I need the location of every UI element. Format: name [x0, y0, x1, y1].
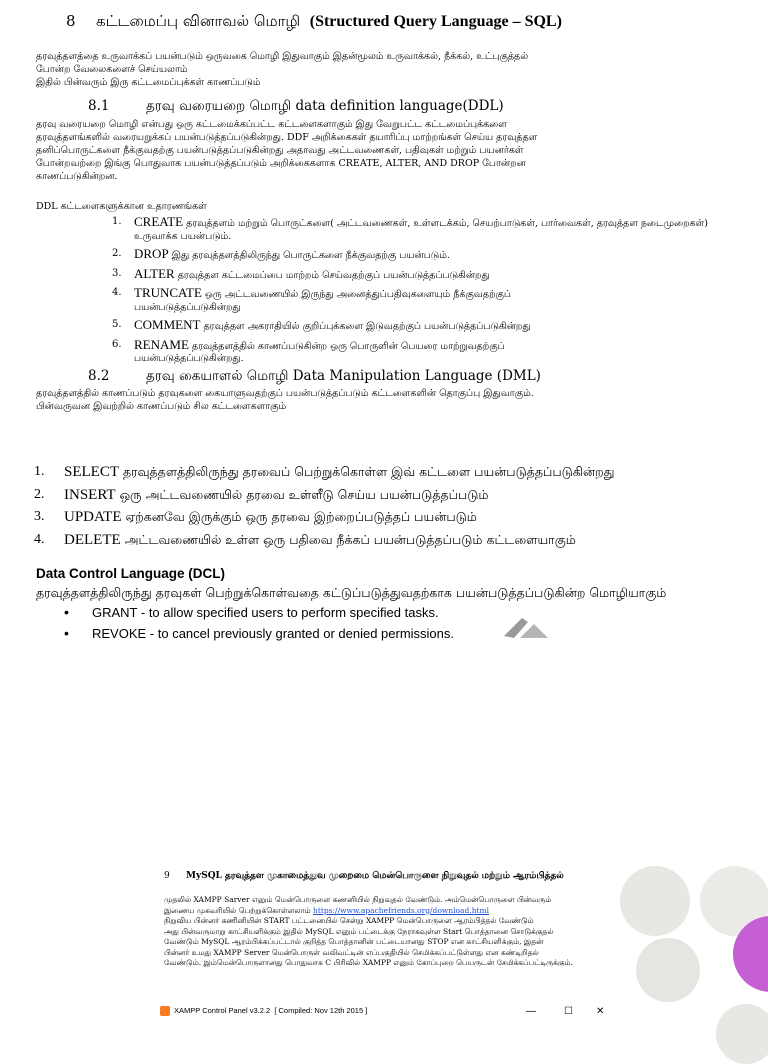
list-item	[34, 529, 615, 552]
item-text: இது தரவுத்தளத்திலிருந்து பொருட்களை நீக்குவதற்கு பயன்படும்.	[168, 250, 450, 261]
body-line: வேண்டும். இம்மென்பொருளானது பொதுவாக C பிரிவில் XAMPP எனும் கோப்புறை பெயருடன் சேமிக்கப்பட்டிருக்கும்.	[164, 958, 573, 967]
download-link[interactable]: https://www.apachefriends.org/download.html	[313, 905, 490, 915]
ddl-command-list	[112, 214, 744, 366]
ddl-line: தரவுத்தளங்களில் வரையறுக்கப் பயன்படுத்தப்படுகின்றது. DDF அறிக்கைகள் தயாரிப்பு மாற்றங்கள் செய்ய தரவுத்தள	[36, 132, 538, 143]
ddl-examples-title: DDL கட்டளைகளுக்கான உதாரணங்கள்	[36, 201, 207, 212]
list-item: • GRANT - to allow specified users to perform specified tasks.	[92, 602, 454, 623]
section-title: MySQL தரவுத்தள முகாமைத்துவ முறைமை மென்பொருளை நிறுவுதல் மற்றும் ஆரம்பித்தல்	[186, 871, 564, 881]
item-number: 6.	[112, 338, 122, 350]
item-number: 1.	[112, 216, 122, 227]
intro-line: போன்ற வேலைகளைச் செய்யலாம்	[36, 64, 188, 75]
section-9-body	[164, 895, 644, 969]
item-text: தரவுத்தள அகராதியில் குறிப்புக்களை இடுவதற்குப் பயன்படுத்தப்படுகின்றது	[200, 321, 531, 332]
decor-circle	[716, 1004, 768, 1064]
list-item	[112, 336, 614, 366]
item-text: ஒரு அட்டவணையில் இருந்து அனைத்துப்பதிவுகளையும் நீக்குவதற்குப் பயன்படுத்தப்படுகின்றது	[134, 289, 511, 313]
heading-english: (Structured Query Language – SQL)	[309, 13, 562, 30]
decor-circle	[636, 938, 700, 1002]
list-item	[112, 214, 744, 243]
item-text: தரவுத்தளத்திலிருந்து தரவைப் பெற்றுக்கொள்ள இவ் கட்டளை பயன்படுத்தப்படுகின்றது	[119, 464, 615, 479]
section-number: 9	[164, 871, 170, 881]
list-item	[34, 506, 615, 529]
compiled-label: [ Compiled: Nov 12th 2015 ]	[274, 1006, 368, 1015]
keyword: COMMENT	[134, 317, 201, 332]
item-text: தரவுத்தளம் மற்றும் பொருட்களை( அட்டவணைகள், உள்ளடக்கம், செயற்பாடுகள், பார்வைகள், தரவுத்தள நடைமுறைகள்) உருவாக்க பயன்படும்.	[134, 218, 708, 242]
item-number: 3.	[34, 509, 45, 524]
intro-line: தரவுத்தளத்தை உருவாக்கப் பயன்படும் ஒருவகை மொழி இதுவாகும் இதன்மூலம் உருவாக்கல், நீக்கல், உட்புகுத்தல்	[36, 51, 529, 62]
item-number: 5.	[112, 319, 122, 330]
section-8-2-heading	[88, 368, 541, 386]
ddl-line: தனிப்பொருட்களை நீக்குவதற்கு பயன்படுத்தப்படுகின்றது அதாவது அட்டவணைகள், பதிவுகள் மற்றும் பயனர்கள்	[36, 145, 524, 156]
body-line: நிறுவிய பின்னர் கணினியின் START பட்டனையில் சென்று XAMPP மென்பொருளை ஆரம்பித்தல் வேண்டும்	[164, 916, 534, 925]
dcl-heading: Data Control Language (DCL)	[36, 566, 225, 581]
ddl-paragraph	[36, 118, 746, 183]
keyword: CREATE	[134, 214, 184, 229]
list-item: • REVOKE - to cancel previously granted or denied permissions.	[92, 623, 454, 644]
item-number: 3.	[112, 267, 122, 279]
section-title: தரவு கையாளல் மொழி Data Manipulation Language (DML)	[146, 368, 541, 384]
section-number: 8.1	[88, 98, 110, 114]
intro-line: இதில் பின்வரும் இரு கட்டமைப்புக்கள் காணப்படும்	[36, 77, 261, 88]
keyword: UPDATE	[64, 509, 122, 525]
maximize-icon[interactable]: ☐	[564, 1006, 573, 1017]
item-number: 2.	[34, 486, 45, 502]
keyword: RENAME	[134, 336, 189, 352]
section-9-heading	[164, 871, 564, 882]
dml-line: தரவுத்தளத்தில் காணப்படும் தரவுகளை கையாளுவதற்குப் பயன்படுத்தப்படும் கட்டளைகளின் தொகுப்பு இதுவாகும்.	[36, 388, 534, 399]
dml-paragraph	[36, 387, 756, 413]
item-text: அட்டவணையில் உள்ள ஒரு பதிவை நீக்கப் பயன்படுத்தப்படும் கட்டளையாகும்	[120, 531, 576, 547]
section-8-1-heading	[88, 98, 504, 116]
keyword: DELETE	[64, 531, 121, 548]
heading-tamil: கட்டமைப்பு வினாவல் மொழி	[96, 12, 301, 30]
minimize-icon[interactable]: —	[526, 1006, 536, 1017]
keyword: SELECT	[64, 464, 119, 480]
item-number: 2.	[112, 248, 122, 259]
keyword: INSERT	[64, 486, 116, 503]
body-line: வேண்டும் MySQL ஆரம்பிக்கப்பட்டால் குறித்த பொத்தானின் பட்டையானது STOP என காட்சியளிக்கும், இதன்	[164, 937, 544, 946]
dcl-command-list	[92, 602, 454, 644]
window-title: XAMPP Control Panel v3.2.2	[174, 1006, 271, 1015]
body-line: இணைய முகவரியில் பெற்றுக்கொள்ளலாம் https://www.apachefriends.org/download.html	[164, 905, 490, 915]
intro-paragraph	[36, 50, 736, 89]
body-line: முதலில் XAMPP Sarver எனும் மென்பொருளை கணனியில் நிறுவுதல் வேண்டும். அம்மென்பொருளை பின்வரும்	[164, 895, 552, 904]
keyword: TRUNCATE	[134, 285, 202, 300]
list-item	[34, 461, 615, 484]
xampp-titlebar	[160, 1006, 610, 1024]
item-text: ஒரு அட்டவணையில் தரவை உள்ளீடு செய்ய பயன்படுத்தப்படும்	[115, 486, 489, 502]
item-number: 1.	[34, 464, 45, 479]
item-number: 4.	[34, 531, 45, 547]
item-text: தரவுத்தளத்தில் காணப்படுகின்ற ஒரு பொருளின் பெயரை மாற்றுவதற்குப் பயன்படுத்தப்படுகின்றது.	[134, 340, 505, 364]
list-item	[112, 265, 744, 283]
dml-line: பின்வருவன இவற்றில் காணப்படும் சில கட்டளைகளாகும்	[36, 401, 287, 412]
list-item	[34, 484, 615, 507]
list-item	[112, 317, 744, 334]
section-8-heading	[66, 12, 562, 32]
keyword: ALTER	[134, 265, 175, 281]
list-item	[112, 285, 614, 314]
item-text: தரவுத்தள கட்டமைப்பை மாற்றம் செய்வதற்குப் பயன்படுத்தப்படுகின்றது	[174, 269, 490, 281]
ddl-line: தரவு வரையறை மொழி என்பது ஒரு கட்டமைக்கப்பட்ட கட்டளைகளாகும் இது வேறுபட்ட கட்டமைப்புக்களை	[36, 119, 507, 130]
ddl-line: காணப்படுகின்றன.	[36, 171, 118, 182]
item-text: ஏற்கனவே இருக்கும் ஒரு தரவை இற்றைப்படுத்தப் பயன்படும்	[121, 509, 477, 524]
xampp-logo-icon	[160, 1006, 170, 1016]
list-item	[112, 246, 744, 263]
body-line: அது பின்வருமாறு காட்சியளிக்கும் இதில் MySQL எனும் பட்டைக்கு நேராகவுள்ள Start பொத்தானை சொடுக்குதல்	[164, 926, 554, 936]
section-number: 8	[66, 12, 76, 30]
dcl-paragraph: தரவுத்தளத்திலிருந்து தரவுகள் பெற்றுக்கொள்வதை கட்டுப்படுத்துவதற்காக பயன்படுத்தப்படுகின்ற மொழியாகும்	[36, 585, 667, 600]
item-number: 4.	[112, 287, 122, 298]
ddl-line: போன்றவற்றை இங்கு பொதுவாக பயன்படுத்தப்படும் அறிக்கைகளாக CREATE, ALTER, AND DROP போன்றன	[36, 158, 526, 169]
section-number: 8.2	[88, 368, 110, 384]
scribble-mark	[500, 612, 552, 642]
keyword: DROP	[134, 246, 169, 261]
close-icon[interactable]: ✕	[596, 1006, 605, 1017]
section-title: தரவு வரையறை மொழி data definition language(DDL)	[146, 98, 504, 114]
body-line: பின்னர் உமது XAMPP Server மென்பொருள் வலிவட்டின் எப்பகுதியில் செமிக்கப்பட்டுள்ளது என கண்டிறிதல்	[164, 947, 539, 957]
dml-command-list	[34, 461, 615, 551]
